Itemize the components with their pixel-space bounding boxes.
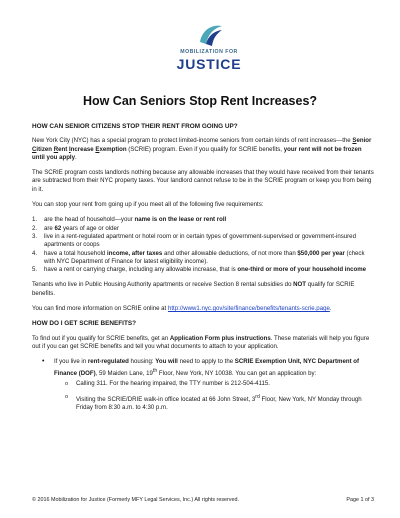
- logo-top-text: MOBILIZATION FOR: [180, 49, 238, 55]
- logo-main-text: JUSTICE: [176, 56, 242, 72]
- paragraph-application: To find out if you qualify for SCRIE benefits, get an Application Form plus instructions. These materials will help you figure out if you can get SCRIE benefits and tell you what documents to attach to your application.: [32, 334, 370, 350]
- scrie-info-link[interactable]: http://www1.nyc.gov/site/finance/benefits/tenants-scrie.page: [167, 305, 330, 313]
- document-body: [32, 123, 374, 418]
- requirements-list: [32, 216, 374, 274]
- copyright-text: © 2016 Mobilization for Justice (Formerly MFY Legal Services, Inc.) All rights reserved.: [32, 497, 239, 503]
- paragraph-public-housing: Tenants who live in Public Housing Authority apartments or receive Section 8 rental subsidies do NOT qualify for SCRIE benefits.: [32, 281, 355, 297]
- paragraph-requirements-intro: You can stop your rent from going up if you meet all of the following five requirements:: [32, 201, 264, 209]
- section-heading-stop-rent: HOW CAN SENIOR CITIZENS STOP THEIR RENT FROM GOING UP?: [32, 123, 238, 130]
- section-heading-get-benefits: HOW DO I GET SCRIE BENEFITS?: [32, 320, 137, 328]
- bullet-icon: •: [42, 358, 45, 366]
- list-item: o Visiting the SCRIE/DRIE walk-in office located at 66 John Street, 3rd Floor, New York, NY Monday through Friday from 8:30 a.m. to 4:30 p.m.: [65, 394, 362, 412]
- list-item: 1. are the head of household—your name is on the lease or rent roll: [32, 216, 227, 224]
- logo-swoosh-icon: [196, 22, 224, 48]
- list-item: 5. have a rent or carrying charge, including any allowable increase, that is one-third or more of your household income: [32, 266, 367, 274]
- sub-bullet-icon: o: [65, 380, 69, 387]
- page-number: Page 1 of 3: [346, 497, 374, 503]
- list-item: 3. live in a rent-regulated apartment or hotel room or in certain types of government-supervised or government-insured apartments or coops: [32, 232, 356, 249]
- paragraph-more-info: You can find more information on SCRIE online at http://www1.nyc.gov/site/finance/benefits/tenants-scrie.page.: [32, 305, 332, 313]
- paragraph-intro: New York City (NYC) has a special program to protect limited-income seniors from certain kinds of rent increases—the Senior Citizen Rent Increase Exemption (SCRIE) program. Even if you qualify for SCRIE benefits, your rent will not be frozen until you apply.: [32, 137, 372, 161]
- list-item: 4. have a total household income, after taxes and other allowable deductions, of not more than $50,000 per year (check with NYC Department of Finance for latest eligibility income).: [32, 249, 365, 265]
- list-item: 2. are 62 years of age or older: [32, 224, 119, 232]
- sub-bullet-icon: o: [65, 394, 69, 401]
- list-item: • If you live in rent-regulated housing: You will need to apply to the SCRIE Exemption Unit, NYC Department of Finance (DOF), 59 Maiden Lane, 19th Floor, New York, NY 10038. You can get an application by:: [42, 358, 360, 377]
- bullet-list: [32, 358, 374, 413]
- list-item: o Calling 311. For the hearing impaired, the TTY number is 212-504-4115.: [65, 379, 270, 387]
- mfj-logo: [166, 22, 252, 82]
- paragraph-landlord-cost: The SCRIE program costs landlords nothing because any allowable increases that they would have received from their tenants are subtracted from their NYC property taxes. Your landlord cannot refuse to be in the SCRIE program or keep you from being in it.: [32, 169, 374, 193]
- page-title: How Can Seniors Stop Rent Increases?: [82, 94, 318, 108]
